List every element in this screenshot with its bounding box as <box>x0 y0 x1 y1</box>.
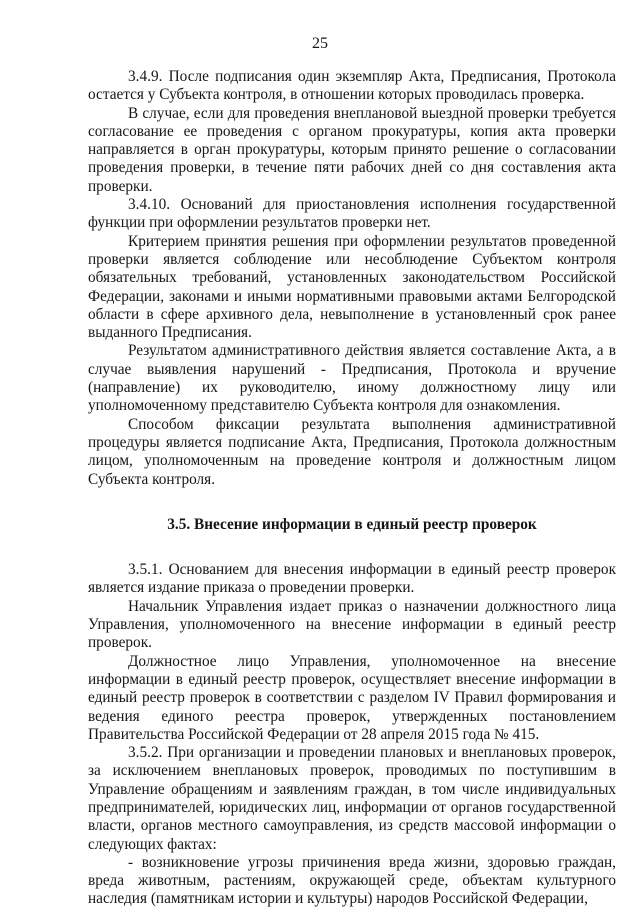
paragraph-official-entry: Должностное лицо Управления, уполномоченное на внесение информации в единый реестр проверок, осуществляет внесение информации в единый реестр проверок в соответствии с разделом IV Правил формирования и ведения единого реестра проверок, утвержденных постановлением Правительства Российской Федерации от 28 апреля 2015 года № 415. <box>88 652 616 743</box>
paragraph-3-4-9: 3.4.9. После подписания один экземпляр Акта, Предписания, Протокола остается у Субъекта контроля, в отношении которых проводилась проверка. <box>88 68 616 104</box>
paragraph-3-4-10: 3.4.10. Оснований для приостановления исполнения государственной функции при оформлении результатов проверки нет. <box>88 196 616 232</box>
document-body <box>88 68 616 909</box>
paragraph-3-5-1: 3.5.1. Основанием для внесения информации в единый реестр проверок является издание приказа о проведении проверки. <box>88 561 616 597</box>
paragraph-3-5-2: 3.5.2. При организации и проведении плановых и внеплановых проверок, за исключением внеплановых проверок, проводимых по поступившим в Управление обращениям и заявлениям граждан, в том числе индивидуальных предпринимателей, юридических лиц, информации от органов государственной власти, органов местного самоуправления, из средств массовой информации о следующих фактах: <box>88 744 616 853</box>
paragraph-action-result: Результатом административного действия является составление Акта, а в случае выявления нарушений - Предписания, Протокола и вручение (направление) их руководителю, иному должностному лицу или уполномоченному представителю Субъекта контроля для ознакомления. <box>88 342 616 415</box>
paragraph-head-order: Начальник Управления издает приказ о назначении должностного лица Управления, уполномоченного на внесение информации в единый реестр проверок. <box>88 597 616 652</box>
paragraph-decision-criterion: Критерием принятия решения при оформлении результатов проведенной проверки является соблюдение или несоблюдение Субъектом контроля обязательных требований, установленных законодательством Российской Федерации, законами и иными нормативными правовыми актами Белгородской области в сфере архивного дела, невыполнение в установленный срок ранее выданного Предписания. <box>88 232 616 342</box>
paragraph-prosecutor-approval: В случае, если для проведения внеплановой выездной проверки требуется согласование ее проведения с органом прокуратуры, копия акта проверки направляется в орган прокуратуры, которым принято решение о согласовании проведения проверки, в течение пяти рабочих дней со дня составления акта проверки. <box>88 104 616 195</box>
paragraph-fixation-method: Способом фиксации результата выполнения административной процедуры является подписание Акта, Предписания, Протокола должностным лицом, уполномоченным на проведение контроля и должностным лицом Субъекта контроля. <box>88 415 616 488</box>
page-number: 25 <box>312 35 328 52</box>
section-heading-3-5: 3.5. Внесение информации в единый реестр проверок <box>167 515 537 533</box>
paragraph-threat-item: - возникновение угрозы причинения вреда жизни, здоровью граждан, вреда животным, растениям, окружающей среде, объектам культурного наследия (памятникам истории и культуры) народов Российской Федерации, <box>88 853 616 908</box>
